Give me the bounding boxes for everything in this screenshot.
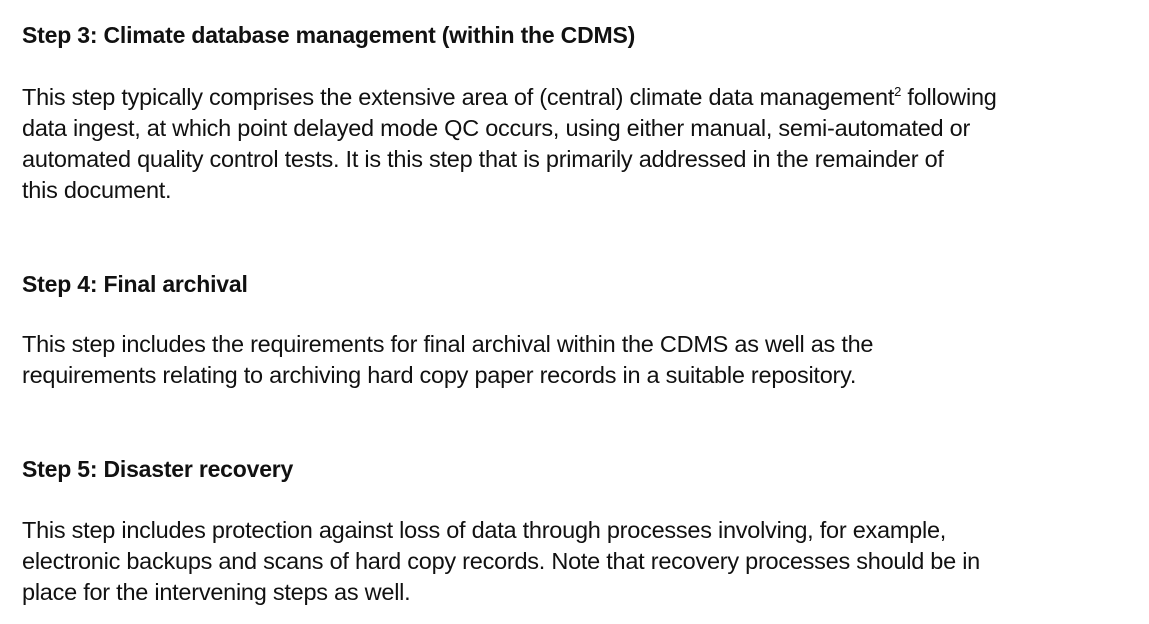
step4-line-2: requirements relating to archiving hard copy paper records in a suitable repository. [22,362,857,388]
step4-heading: Step 4: Final archival [22,271,248,297]
step5-line-3: place for the intervening steps as well. [22,579,411,605]
footnote-reference: 2 [894,84,902,100]
step5-line-1: This step includes protection against loss of data through processes involving, for example, [22,517,947,543]
step4-section-heading [22,270,1137,298]
step5-section-heading [22,455,1137,483]
step3-line-1 [22,82,1137,113]
step5-paragraph [22,515,1137,608]
step3-line-4: this document. [22,177,172,203]
step5-line-2: electronic backups and scans of hard copy records. Note that recovery processes should be in [22,548,980,574]
step5-heading: Step 5: Disaster recovery [22,456,294,482]
step4-paragraph [22,329,1137,391]
step3-line-3: automated quality control tests. It is this step that is primarily addressed in the remainder of [22,146,944,172]
step3-heading: Step 3: Climate database management (within the CDMS) [22,22,636,48]
step4-line-1: This step includes the requirements for final archival within the CDMS as well as the [22,331,874,357]
step3-section-heading [22,21,1137,49]
step3-paragraph [22,82,1137,206]
step3-line-1-tail: following [901,84,997,110]
step3-line-2: data ingest, at which point delayed mode QC occurs, using either manual, semi-automated or [22,115,971,141]
step3-line-1-text: This step typically comprises the extensive area of (central) climate data management [22,84,895,110]
